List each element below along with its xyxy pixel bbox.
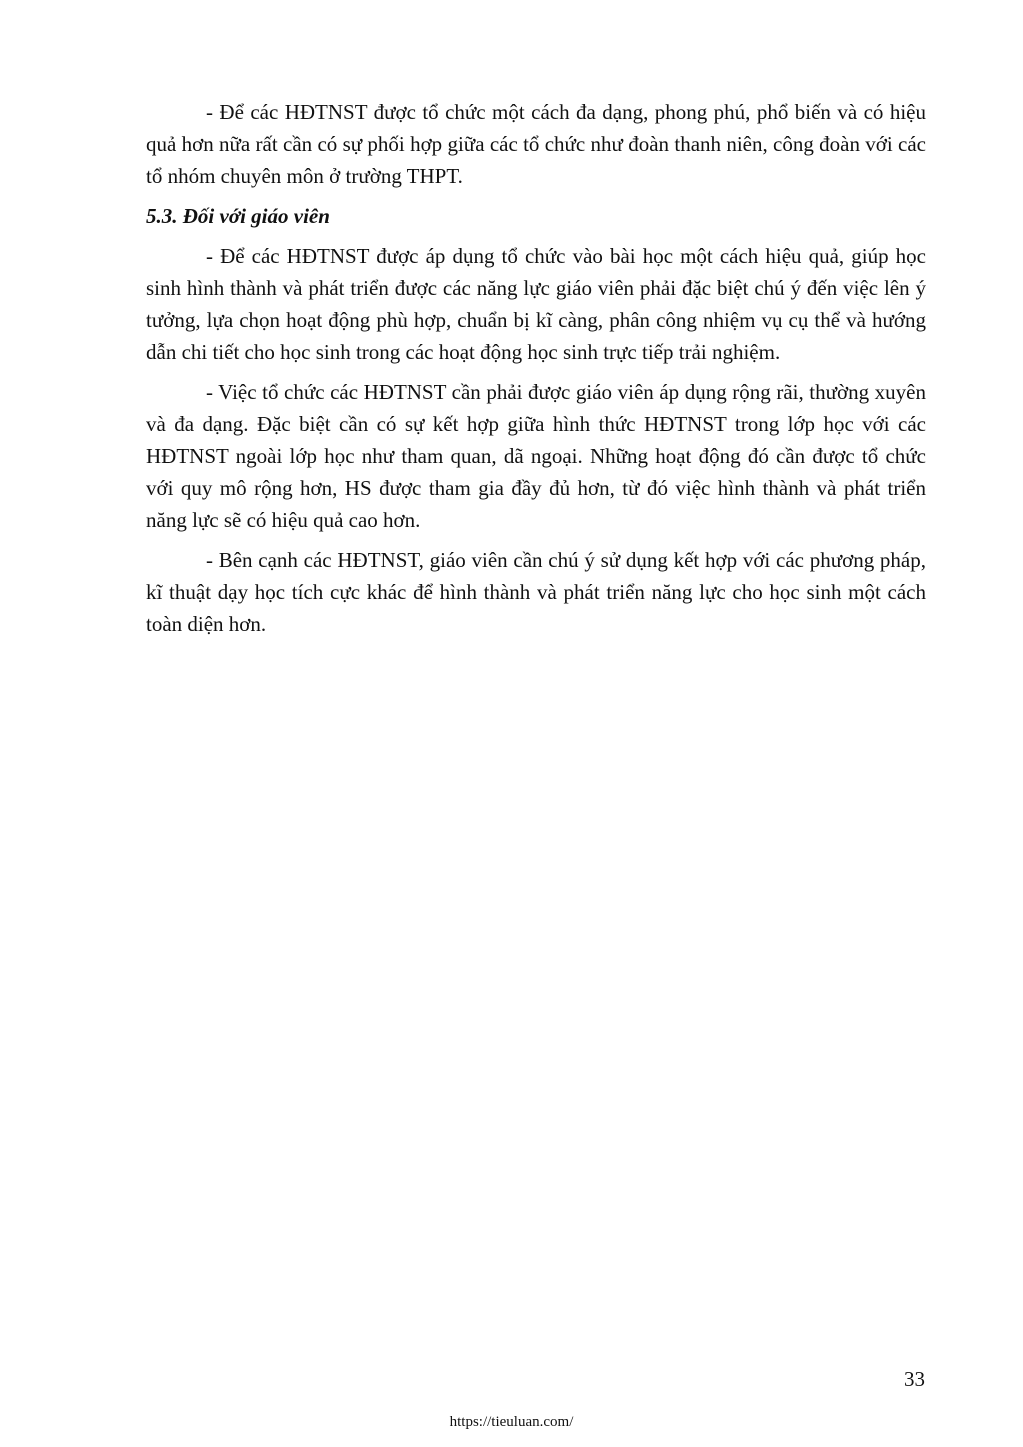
paragraph-teacher-frequency: - Việc tổ chức các HĐTNST cần phải được giáo viên áp dụng rộng rãi, thường xuyên và đa dạng. Đặc biệt cần có sự kết hợp giữa hình thức HĐTNST trong lớp học với các HĐTNST ngoài lớp học như tham quan, dã ngoại. Những hoạt động đó cần được tổ chức với quy mô rộng hơn, HS được tham gia đầy đủ hơn, từ đó việc hình thành và phát triển năng lực sẽ có hiệu quả cao hơn. [146, 380, 926, 532]
footer-url[interactable]: https://tieuluan.com/ [449, 1414, 574, 1430]
paragraph-teacher-ideas: - Để các HĐTNST được áp dụng tổ chức vào bài học một cách hiệu quả, giúp học sinh hình thành và phát triển được các năng lực giáo viên phải đặc biệt chú ý đến việc lên ý tưởng, lựa chọn hoạt động phù hợp, chuẩn bị kĩ càng, phân công nhiệm vụ cụ thể và hướng dẫn chi tiết cho học sinh trong các hoạt động học sinh trực tiếp trải nghiệm. [146, 244, 926, 364]
paragraph-coordination: - Để các HĐTNST được tổ chức một cách đa dạng, phong phú, phổ biến và có hiệu quả hơn nữa rất cần có sự phối hợp giữa các tổ chức như đoàn thanh niên, công đoàn với các tổ nhóm chuyên môn ở trường THPT. [146, 100, 926, 188]
document-body [146, 96, 926, 648]
paragraph-teacher-methods: - Bên cạnh các HĐTNST, giáo viên cần chú ý sử dụng kết hợp với các phương pháp, kĩ thuật dạy học tích cực khác để hình thành và phát triển năng lực cho học sinh một cách toàn diện hơn. [146, 548, 926, 636]
section-heading: 5.3. Đối với giáo viên [146, 204, 330, 228]
page-number: 33 [904, 1367, 925, 1391]
